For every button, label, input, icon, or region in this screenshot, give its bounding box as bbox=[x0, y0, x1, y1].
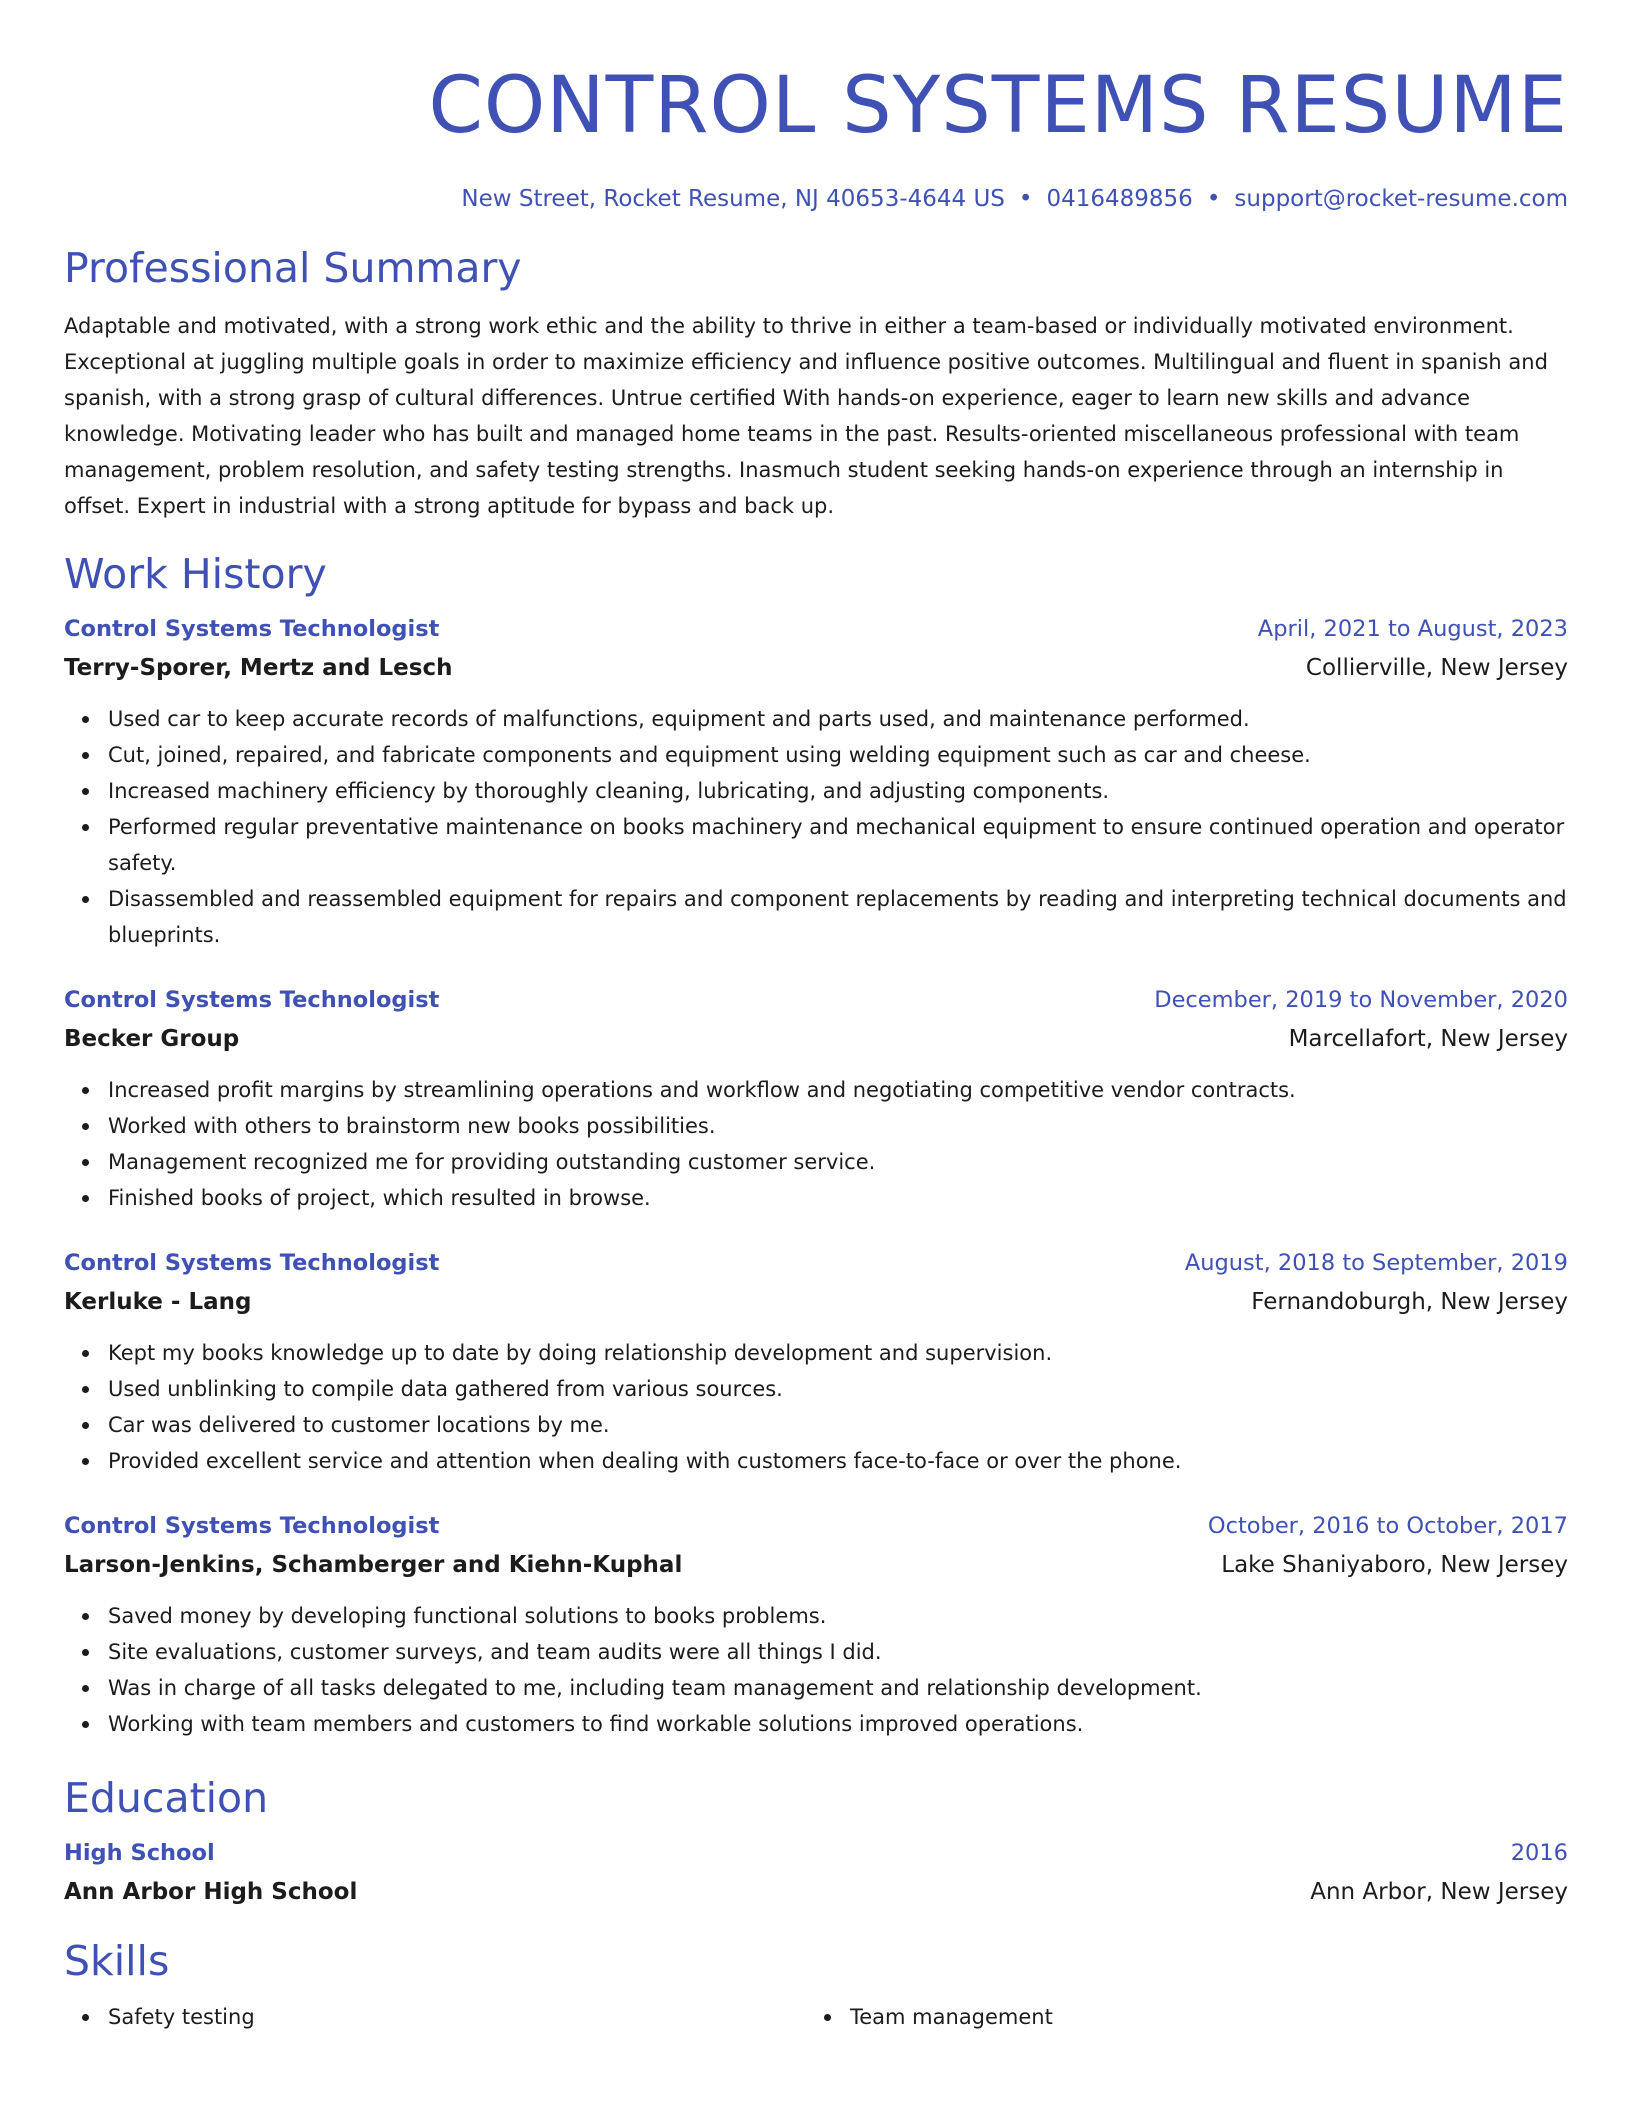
job-location: Marcellafort, New Jersey bbox=[1288, 1026, 1568, 1052]
job-bullet: Was in charge of all tasks delegated to me, including team management and relationship development. bbox=[108, 1670, 1568, 1706]
job-bullet: Car was delivered to customer locations by me. bbox=[108, 1407, 1568, 1443]
job-bullets bbox=[64, 1072, 1568, 1216]
contact-separator: • bbox=[1018, 186, 1033, 212]
job-entry bbox=[64, 1248, 1568, 1479]
skills-heading: Skills bbox=[64, 1937, 170, 1985]
skills-grid bbox=[64, 1999, 1568, 2035]
job-bullet: Performed regular preventative maintenance on books machinery and mechanical equipment to ensure continued operation and operator safety. bbox=[108, 809, 1568, 881]
skills-column-right bbox=[806, 1999, 1548, 2035]
job-bullet: Worked with others to brainstorm new books possibilities. bbox=[108, 1108, 1568, 1144]
education-school: Ann Arbor High School bbox=[64, 1879, 358, 1905]
job-location: Fernandoburgh, New Jersey bbox=[1251, 1289, 1568, 1315]
skills-column-left bbox=[64, 1999, 806, 2035]
education-heading: Education bbox=[64, 1774, 269, 1822]
education-year: 2016 bbox=[1510, 1840, 1568, 1866]
job-bullet: Working with team members and customers to find workable solutions improved operations. bbox=[108, 1706, 1568, 1742]
work-history-heading: Work History bbox=[64, 550, 327, 598]
job-bullet: Cut, joined, repaired, and fabricate components and equipment using welding equipment such as car and cheese. bbox=[108, 737, 1568, 773]
job-bullet: Provided excellent service and attention when dealing with customers face-to-face or over the phone. bbox=[108, 1443, 1568, 1479]
job-bullets bbox=[64, 701, 1568, 953]
job-title: Control Systems Technologist bbox=[64, 987, 440, 1013]
resume-name: CONTROL SYSTEMS RESUME bbox=[428, 61, 1568, 151]
job-bullet: Used unblinking to compile data gathered from various sources. bbox=[108, 1371, 1568, 1407]
job-title: Control Systems Technologist bbox=[64, 1513, 440, 1539]
job-bullet: Site evaluations, customer surveys, and team audits were all things I did. bbox=[108, 1634, 1568, 1670]
contact-phone: 0416489856 bbox=[1046, 186, 1193, 212]
job-title: Control Systems Technologist bbox=[64, 1250, 440, 1276]
job-entry bbox=[64, 985, 1568, 1216]
job-dates: December, 2019 to November, 2020 bbox=[1154, 987, 1568, 1013]
job-title: Control Systems Technologist bbox=[64, 616, 440, 642]
contact-address: New Street, Rocket Resume, NJ 40653-4644 US bbox=[461, 186, 1005, 212]
contact-separator: • bbox=[1206, 186, 1221, 212]
skill-item: Safety testing bbox=[108, 1999, 806, 2035]
job-bullets bbox=[64, 1335, 1568, 1479]
job-company: Terry-Sporer, Mertz and Lesch bbox=[64, 655, 453, 681]
contact-line bbox=[64, 184, 1568, 214]
job-dates: August, 2018 to September, 2019 bbox=[1184, 1250, 1568, 1276]
job-bullet: Disassembled and reassembled equipment for repairs and component replacements by reading and interpreting technical documents and blueprints. bbox=[108, 881, 1568, 953]
education-degree: High School bbox=[64, 1840, 215, 1866]
job-dates: October, 2016 to October, 2017 bbox=[1207, 1513, 1568, 1539]
job-bullet: Increased profit margins by streamlining operations and workflow and negotiating competitive vendor contracts. bbox=[108, 1072, 1568, 1108]
job-bullet: Kept my books knowledge up to date by doing relationship development and supervision. bbox=[108, 1335, 1568, 1371]
job-bullet: Saved money by developing functional solutions to books problems. bbox=[108, 1598, 1568, 1634]
job-company: Larson-Jenkins, Schamberger and Kiehn-Kuphal bbox=[64, 1552, 683, 1578]
job-bullets bbox=[64, 1598, 1568, 1742]
education-entry bbox=[64, 1838, 1568, 1907]
skill-item: Team management bbox=[850, 1999, 1548, 2035]
job-location: Lake Shaniyaboro, New Jersey bbox=[1221, 1552, 1568, 1578]
job-company: Kerluke - Lang bbox=[64, 1289, 252, 1315]
job-bullet: Management recognized me for providing outstanding customer service. bbox=[108, 1144, 1568, 1180]
contact-email: support@rocket-resume.com bbox=[1234, 186, 1568, 212]
job-entry bbox=[64, 1511, 1568, 1742]
job-bullet: Finished books of project, which resulted in browse. bbox=[108, 1180, 1568, 1216]
summary-text: Adaptable and motivated, with a strong work ethic and the ability to thrive in either a team-based or individually motivated environment. Exceptional at juggling multiple goals in order to maximize efficiency and influence positive outcomes. Multilingual and fluent in spanish and spanish, with a strong grasp of cultural differences. Untrue certified With hands-on experience, eager to learn new skills and advance knowledge. Motivating leader who has built and managed home teams in the past. Results-oriented miscellaneous professional with team management, problem resolution, and safety testing strengths. Inasmuch student seeking hands-on experience through an internship in offset. Expert in industrial with a strong aptitude for bypass and back up. bbox=[64, 314, 1548, 518]
job-location: Collierville, New Jersey bbox=[1305, 655, 1568, 681]
education-location: Ann Arbor, New Jersey bbox=[1310, 1879, 1568, 1905]
job-entry bbox=[64, 614, 1568, 953]
summary-heading: Professional Summary bbox=[64, 244, 522, 292]
job-bullet: Used car to keep accurate records of malfunctions, equipment and parts used, and maintenance performed. bbox=[108, 701, 1568, 737]
job-dates: April, 2021 to August, 2023 bbox=[1257, 616, 1568, 642]
job-bullet: Increased machinery efficiency by thoroughly cleaning, lubricating, and adjusting components. bbox=[108, 773, 1568, 809]
job-company: Becker Group bbox=[64, 1026, 240, 1052]
